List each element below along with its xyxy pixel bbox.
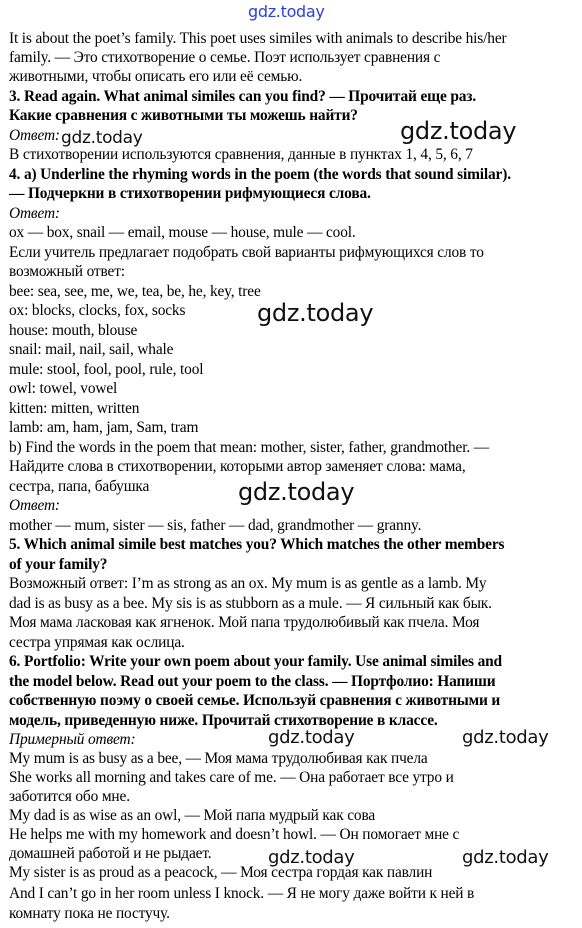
answer-label: Примерный ответ: [9,731,136,748]
poem-line: He helps me with my homework and doesn’t howl. — Он помогает мне с [9,826,460,843]
text-line: животными, чтобы описать его или её семью. [9,68,303,85]
rhyme-line: lamb: am, ham, jam, Sam, tram [9,419,199,436]
poem-line: She works all morning and takes care of me. — Она работает все утро и [9,769,454,786]
text-line: Если учитель предлагает подобрать свой варианты рифмующихся слов то [9,244,484,261]
exercise-3-heading: 3. Read again. What animal similes can you find? — Прочитай еще раз. [9,88,477,105]
text-line: b) Find the words in the poem that mean: mother, sister, father, grandmother. — [9,439,489,456]
rhyme-line: mule: stool, fool, pool, rule, tool [9,361,204,378]
rhyme-line: snail: mail, nail, sail, whale [9,341,174,358]
poem-line: заботится обо мне. [9,788,130,805]
watermark-logo: gdz.today [257,299,374,327]
watermark-logo: gdz.today [238,478,355,506]
watermark-logo: gdz.today [61,128,143,148]
exercise-4a-heading: 4. a) Underline the rhyming words in the poem (the words that sound similar). [9,166,511,183]
watermark-logo: gdz.today [400,117,517,145]
exercise-5-heading: of your family? [9,556,108,573]
text-line: ox — box, snail — email, mouse — house, mule — cool. [9,224,356,241]
poem-line: комнату пока не постучу. [9,905,170,922]
exercise-3-heading: Какие сравнения с животными ты можешь найти? [9,107,358,124]
poem-line: My dad is as wise as an owl, — Мой папа мудрый как сова [9,807,376,824]
watermark-logo: gdz.today [462,727,549,748]
text-line: сестра упрямая как ослица. [9,634,185,651]
rhyme-line: owl: towel, vowel [9,380,118,397]
watermark-logo: gdz.today [462,847,549,868]
exercise-6-heading: 6. Portfolio: Write your own poem about your family. Use animal similes and [9,653,502,670]
text-line: Возможный ответ: I’m as strong as an ox. My mum is as gentle as a lamb. My [9,575,487,592]
text-line: возможный ответ: [9,263,125,280]
watermark-logo: gdz.today [248,2,325,21]
poem-line: And I can’t go in her room unless I knock. — Я не могу даже войти к ней в [9,885,475,902]
exercise-6-heading: модель, приведенную ниже. Прочитай стихотворение в классе. [9,712,438,729]
poem-line: My mum is as busy as a bee, — Моя мама трудолюбивая как пчела [9,750,428,767]
text-line: It is about the poet’s family. This poet uses similes with animals to describe his/her [9,30,507,47]
text-line: mother — mum, sister — sis, father — dad, grandmother — granny. [9,517,422,534]
watermark-logo: gdz.today [268,847,355,868]
poem-line: домашней работой и не рыдает. [9,845,212,862]
text-line: Моя мама ласковая как ягненок. Мой папа трудолюбивый как пчела. Моя [9,614,480,631]
exercise-6-heading: собственную поэму о своей семье. Используй сравнения с животными и [9,692,501,709]
text-line: family. — Это стихотворение о семье. Поэт использует сравнения с [9,49,441,66]
rhyme-line: house: mouth, blouse [9,322,138,339]
rhyme-line: kitten: mitten, written [9,400,140,417]
answer-label: Ответ: [9,127,60,144]
text-line: dad is as busy as a bee. My sis is as stubborn as a mule. — Я сильный как бык. [9,595,492,612]
text-line: сестра, папа, бабушка [9,478,150,495]
rhyme-line: ox: blocks, clocks, fox, socks [9,302,186,319]
answer-label: Ответ: [9,205,60,222]
poem-line: My sister is as proud as a peacock, — Моя сестра гордая как павлин [9,864,433,881]
answer-label: Ответ: [9,497,60,514]
exercise-5-heading: 5. Which animal simile best matches you? Which matches the other members [9,536,505,553]
text-line: В стихотворении используются сравнения, данные в пунктах 1, 4, 5, 6, 7 [9,146,473,163]
rhyme-line: bee: sea, see, me, we, tea, be, he, key, tree [9,283,261,300]
exercise-4a-heading: — Подчеркни в стихотворении рифмующиеся слова. [9,185,371,202]
watermark-logo: gdz.today [268,727,355,748]
exercise-6-heading: the model below. Read out your poem to the class. — Портфолио: Напиши [9,673,496,690]
text-line: Найдите слова в стихотворении, которыми автор заменяет слова: мама, [9,458,466,475]
